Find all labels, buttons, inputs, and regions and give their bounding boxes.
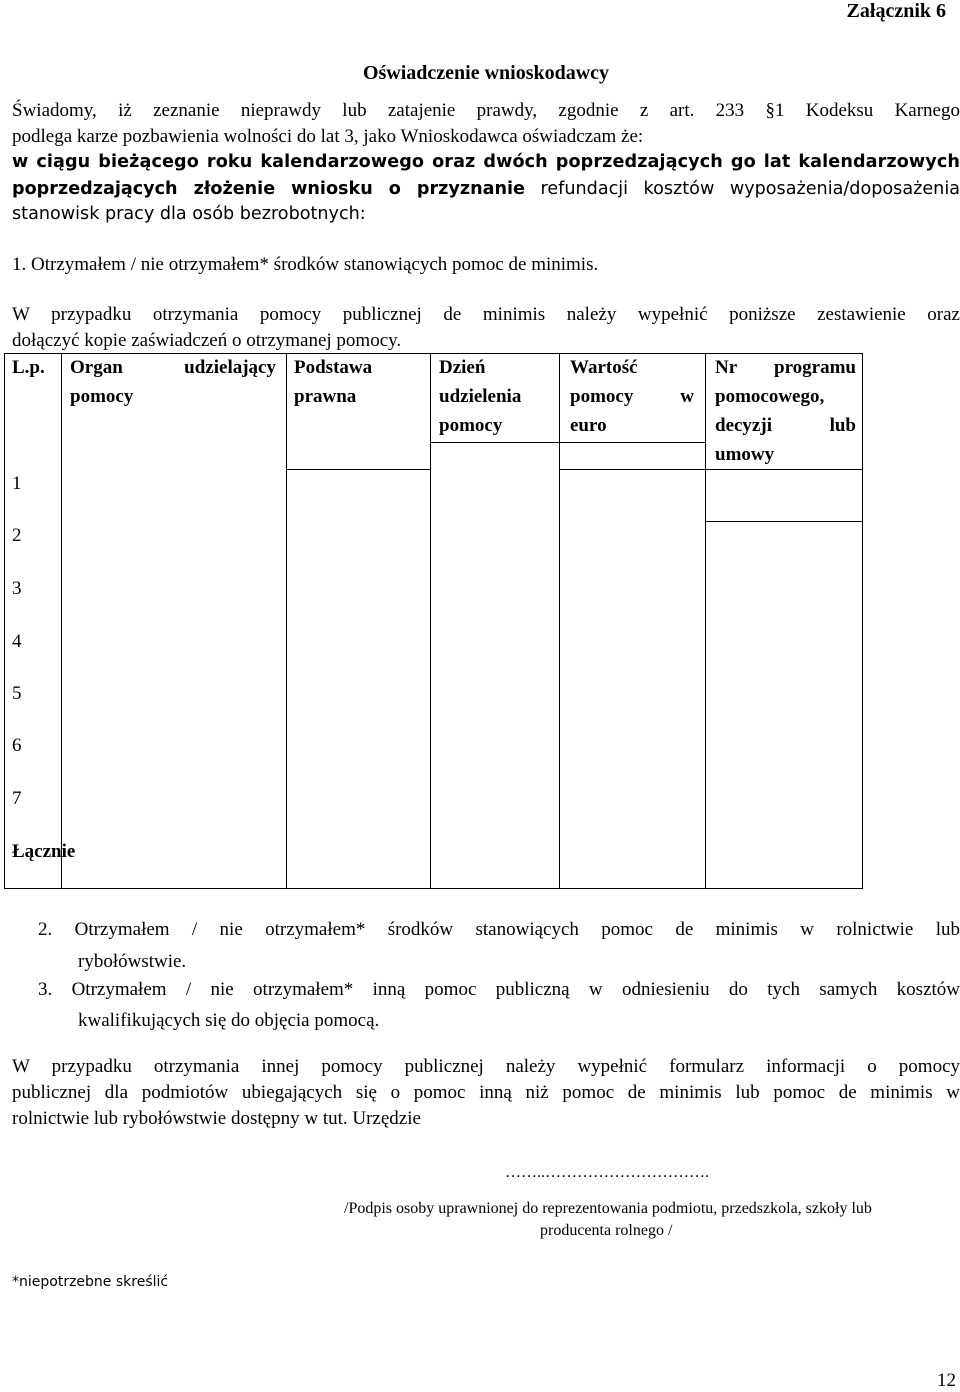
footnote: *niepotrzebne skreślić xyxy=(12,1274,169,1290)
header-wartosc: Wartość pomocy w euro xyxy=(570,357,694,436)
row-number-1: 1 xyxy=(12,473,22,494)
row-number-3: 3 xyxy=(12,578,22,599)
header-podstawa: Podstawa prawna xyxy=(294,357,373,407)
row-total-label: Łącznie xyxy=(12,841,76,862)
fill-instruction-line-1: W przypadku otrzymania pomocy publicznej de minimis należy wypełnić poniższe zestawienie oraz xyxy=(12,304,960,325)
header-organ: Organ udzielający pomocy xyxy=(70,357,276,407)
table-header-divider-a xyxy=(430,442,559,443)
fill-instruction-line-2: dołączyć kopie zaświadczeń o otrzymanej pomocy. xyxy=(12,330,402,351)
table-border-right xyxy=(862,353,863,889)
table-col-divider-2 xyxy=(286,353,287,889)
header-nr-programu: Nr programu pomocowego, decyzji lub umowy xyxy=(715,357,856,465)
other-aid-line-2: publicznej dla podmiotów ubiegających się o pomoc inną niż pomoc de minimis lub pomoc de minimis w xyxy=(12,1082,960,1103)
declaration-item-3-line-1: 3. Otrzymałem / nie otrzymałem* inną pomoc publiczną w odniesieniu do tych samych kosztów xyxy=(38,979,960,1000)
intro-line-1: Świadomy, iż zeznanie nieprawdy lub zatajenie prawdy, zgodnie z art. 233 §1 Kodeksu Karnego xyxy=(12,100,960,121)
table-col-divider-3 xyxy=(430,353,431,889)
row-number-6: 6 xyxy=(12,735,22,756)
intro-mixed-rest: refundacji kosztów wyposażenia/doposażenia xyxy=(525,179,960,199)
table-col-divider-1 xyxy=(61,353,62,889)
table-row-divider xyxy=(705,521,862,522)
row-number-2: 2 xyxy=(12,525,22,546)
page-number: 12 xyxy=(937,1370,956,1391)
other-aid-line-1: W przypadku otrzymania innej pomocy publicznej należy wypełnić formularz informacji o pomocy xyxy=(12,1056,960,1077)
signature-caption-line-1: /Podpis osoby uprawnionej do reprezentowania podmiotu, przedszkola, szkoły lub xyxy=(344,1200,872,1217)
intro-bold-line: w ciągu bieżącego roku kalendarzowego oraz dwóch poprzedzających go lat kalendarzowych xyxy=(12,152,960,172)
table-header-divider-d xyxy=(559,469,705,470)
table-header-divider-e xyxy=(286,469,430,470)
signature-dots: ……..…………………………. xyxy=(505,1164,709,1181)
table-header-divider-c xyxy=(559,442,705,443)
intro-mixed-bold: poprzedzających złożenie wniosku o przyznanie xyxy=(12,179,525,199)
table-col-divider-4 xyxy=(559,353,560,889)
table-col-divider-5 xyxy=(705,353,706,889)
header-lp: L.p. xyxy=(12,357,45,378)
declaration-item-1: 1. Otrzymałem / nie otrzymałem* środków stanowiących pomoc de minimis. xyxy=(12,254,599,275)
table-header-divider-b xyxy=(705,469,862,470)
declaration-item-3-line-2: kwalifikujących się do objęcia pomocą. xyxy=(78,1010,380,1031)
document-title: Oświadczenie wnioskodawcy xyxy=(362,62,610,84)
declaration-item-2-line-2: rybołówstwie. xyxy=(78,951,187,972)
de-minimis-aid-table xyxy=(4,353,866,889)
intro-mixed-line xyxy=(12,179,960,199)
row-number-7: 7 xyxy=(12,788,22,809)
other-aid-line-3: rolnictwie lub rybołówstwie dostępny w tut. Urzędzie xyxy=(12,1108,421,1129)
intro-line-2: podlega karze pozbawienia wolności do lat 3, jako Wnioskodawca oświadczam że: xyxy=(12,126,644,147)
table-border-bottom xyxy=(4,888,863,889)
declaration-item-2-line-1: 2. Otrzymałem / nie otrzymałem* środków stanowiących pomoc de minimis w rolnictwie lub xyxy=(38,919,960,940)
row-number-4: 4 xyxy=(12,631,22,652)
intro-last-line: stanowisk pracy dla osób bezrobotnych: xyxy=(12,204,366,224)
signature-caption-line-2: producenta rolnego / xyxy=(540,1222,673,1239)
attachment-label: Załącznik 6 xyxy=(846,0,946,22)
row-number-5: 5 xyxy=(12,683,22,704)
header-dzien: Dzień udzielenia pomocy xyxy=(439,357,522,436)
table-border-left xyxy=(4,353,5,889)
